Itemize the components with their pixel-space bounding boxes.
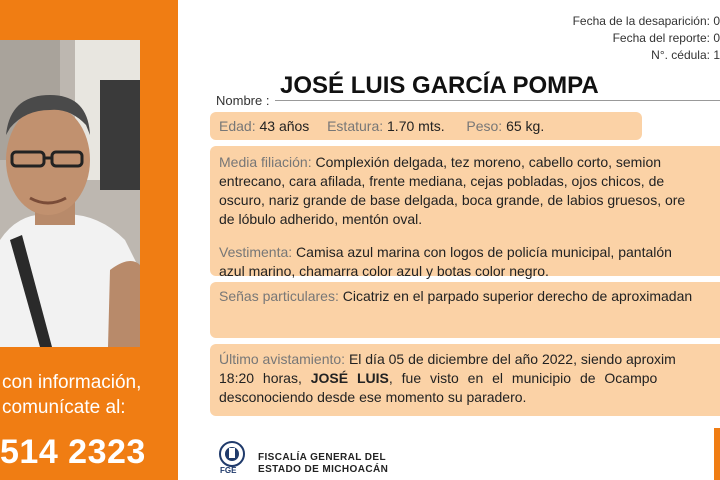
filiacion-line-3: oscuro, nariz grande de base delgada, boca grande, de labios gruesos, ore [219, 192, 686, 208]
person-name: JOSÉ LUIS GARCÍA POMPA [280, 72, 599, 99]
avistamiento-text-1: El día 05 de diciembre del año 2022, siendo aproxim [348, 351, 676, 367]
senas-label: Señas particulares: [219, 288, 339, 304]
estatura-label: Estatura: [327, 118, 384, 134]
vestimenta-line-1 [219, 243, 672, 262]
edad-value: 43 años [259, 118, 310, 134]
phone-number: 514 2323 [0, 433, 146, 471]
fecha-desaparicion: Fecha de la desaparición: 0 [572, 14, 720, 28]
senas-line [219, 287, 692, 306]
vestimenta-line-2: azul marino, chamarra color azul y botas color negro. [219, 263, 549, 279]
fge-name-line-1: FISCALÍA GENERAL DEL [258, 452, 387, 463]
filiacion-label: Media filiación: [219, 154, 312, 170]
edge-accent [714, 428, 720, 480]
contact-text [0, 370, 178, 420]
contact-line-2: comunícate al: [2, 397, 126, 418]
report-meta [573, 13, 720, 64]
stats-row [219, 117, 544, 136]
avistamiento-time: 18:20 horas, [219, 370, 302, 386]
name-underline [275, 100, 720, 101]
contact-line-1: con información, [2, 372, 142, 393]
avistamiento-line-1 [219, 350, 676, 369]
cedula-number: N°. cédula: 1 [651, 48, 720, 62]
peso-label: Peso: [466, 118, 503, 134]
name-label: Nombre : [216, 93, 270, 108]
filiacion-line-2: entrecano, cara afilada, frente mediana, cejas pobladas, ojos chicos, de [219, 173, 665, 189]
estatura-value: 1.70 mts. [387, 118, 445, 134]
filiacion-line-4: de lóbulo adherido, mentón oval. [219, 211, 423, 227]
fge-emblem-label: FGE [220, 466, 237, 475]
avistamiento-name: JOSÉ LUIS [310, 370, 389, 386]
avistamiento-line-3: desconociendo desde ese momento su paradero. [219, 389, 527, 405]
peso-value: 65 kg. [506, 118, 545, 134]
fge-name [258, 452, 388, 476]
senas-text: Cicatriz en el parpado superior derecho de aproximadan [342, 288, 693, 304]
fecha-reporte: Fecha del reporte: 0 [612, 31, 720, 45]
fge-name-line-2: ESTADO DE MICHOACÁN [258, 464, 389, 475]
filiacion-text-1: Complexión delgada, tez moreno, cabello corto, semion [315, 154, 662, 170]
avistamiento-line-2 [219, 369, 657, 388]
avistamiento-label: Último avistamiento: [219, 351, 346, 367]
vestimenta-label: Vestimenta: [219, 244, 293, 260]
person-photo-drawing [0, 40, 140, 347]
edad-label: Edad: [219, 118, 256, 134]
person-photo [0, 40, 140, 347]
filiacion-line-1 [219, 153, 661, 172]
vestimenta-text-1: Camisa azul marina con logos de policía municipal, pantalón [296, 244, 672, 260]
avistamiento-text-2: , fue visto en el municipio de Ocampo [388, 370, 658, 386]
